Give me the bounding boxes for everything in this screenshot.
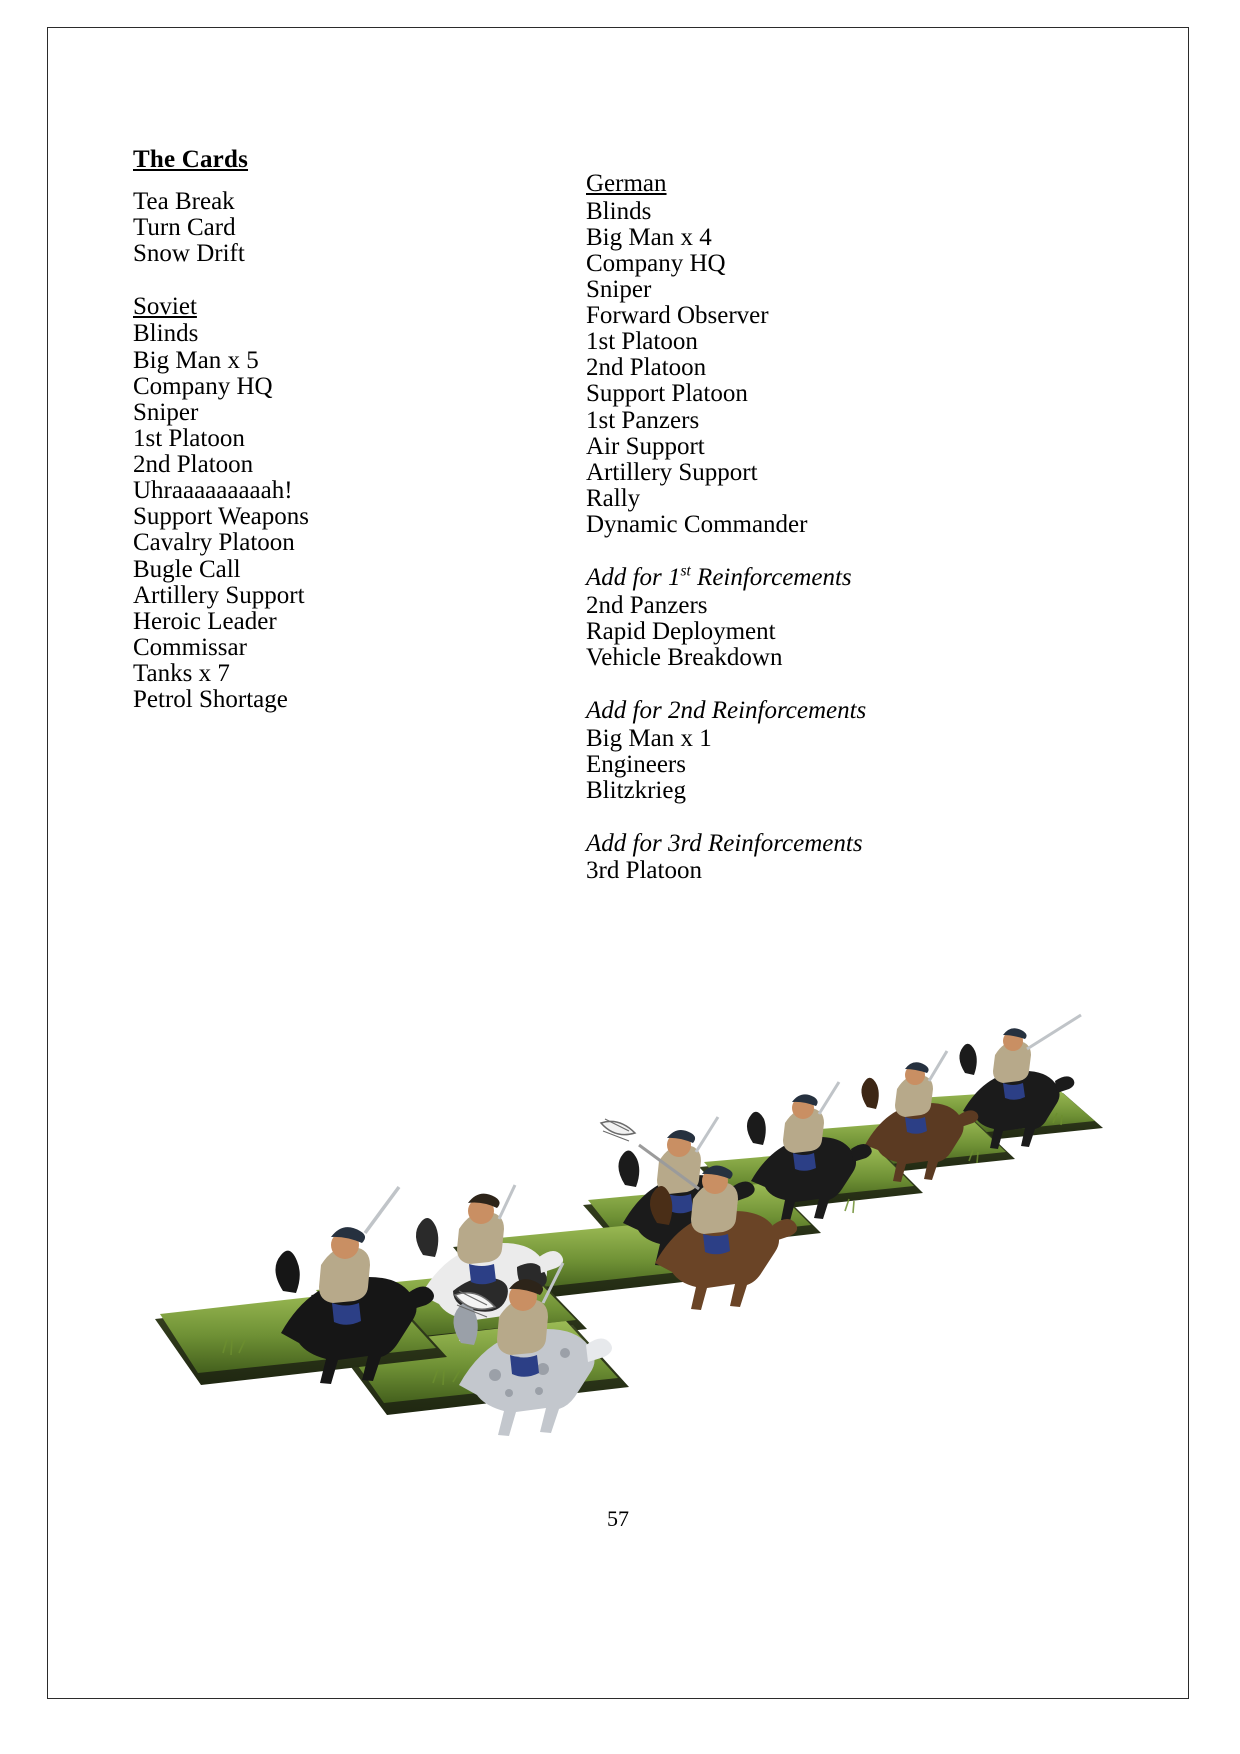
list-item: Turn Card (133, 213, 236, 241)
list-item: Dynamic Commander (586, 511, 808, 538)
list-item: Bugle Call (133, 555, 241, 583)
list-item: 1st Platoon (586, 328, 698, 356)
list-item: Support Platoon (586, 380, 748, 408)
list-item: 2nd Platoon (133, 451, 254, 478)
spacer (586, 804, 1006, 829)
right-column (586, 169, 1006, 885)
list-item: Company HQ (586, 249, 726, 277)
spacer (586, 538, 1006, 563)
list-item: 1st Platoon (133, 424, 245, 452)
reinforcements-2-heading: Add for 2nd Reinforcements (586, 697, 867, 724)
list-item: Rapid Deployment (586, 617, 776, 645)
list-item: Heroic Leader (133, 607, 277, 635)
reinforcements-1-card-list (586, 593, 1006, 671)
spacer (133, 267, 533, 292)
list-item: Rally (586, 484, 641, 512)
soviet-heading: Soviet (133, 292, 197, 320)
list-item: Artillery Support (586, 458, 758, 486)
list-item: Blinds (133, 320, 199, 348)
reinforcements-1-heading-prefix: Add for 1 (586, 564, 681, 592)
list-item: Commissar (133, 633, 247, 661)
list-item: 2nd Platoon (586, 354, 707, 382)
list-item: 3rd Platoon (586, 857, 702, 885)
german-card-list (586, 199, 1006, 539)
ordinal-suffix: st (680, 562, 691, 580)
list-item: Sniper (133, 398, 199, 426)
list-item: Big Man x 4 (586, 223, 712, 251)
list-item: Uhraaaaaaaaah! (133, 477, 293, 505)
list-item: Tea Break (133, 187, 235, 215)
reinforcements-2-card-list (586, 726, 1006, 804)
page-number: 57 (607, 1506, 629, 1531)
list-item: Blinds (586, 197, 652, 225)
list-item: Company HQ (133, 372, 273, 400)
list-item: Blitzkrieg (586, 776, 686, 804)
list-item: Vehicle Breakdown (586, 643, 783, 671)
reinforcements-1-heading-suffix: Reinforcements (690, 564, 852, 592)
german-heading: German (586, 170, 667, 197)
list-item: Big Man x 5 (133, 346, 259, 374)
list-item: Support Weapons (133, 503, 309, 531)
list-item: Snow Drift (133, 239, 245, 267)
document-page (47, 27, 1189, 1699)
left-column (133, 145, 533, 713)
reinforcements-3-card-list (586, 858, 1006, 884)
cavalry-photo (103, 923, 1138, 1483)
list-item: Tanks x 7 (133, 660, 230, 687)
list-item: 1st Panzers (586, 406, 700, 434)
soviet-card-list (133, 321, 533, 713)
list-item: Artillery Support (133, 581, 305, 609)
spacer (586, 671, 1006, 696)
list-item: Engineers (586, 750, 686, 778)
list-item: Sniper (586, 275, 652, 303)
page-title: The Cards (133, 146, 249, 173)
list-item: 2nd Panzers (586, 591, 708, 619)
list-item: Big Man x 1 (586, 724, 712, 752)
list-item: Cavalry Platoon (133, 529, 295, 557)
page-content (48, 28, 1188, 1698)
reinforcements-3-heading: Add for 3rd Reinforcements (586, 829, 863, 857)
list-item: Air Support (586, 432, 705, 460)
reinforcements-1-heading (586, 563, 1006, 593)
common-card-list (133, 189, 533, 267)
list-item: Forward Observer (586, 302, 769, 329)
list-item: Petrol Shortage (133, 686, 288, 714)
